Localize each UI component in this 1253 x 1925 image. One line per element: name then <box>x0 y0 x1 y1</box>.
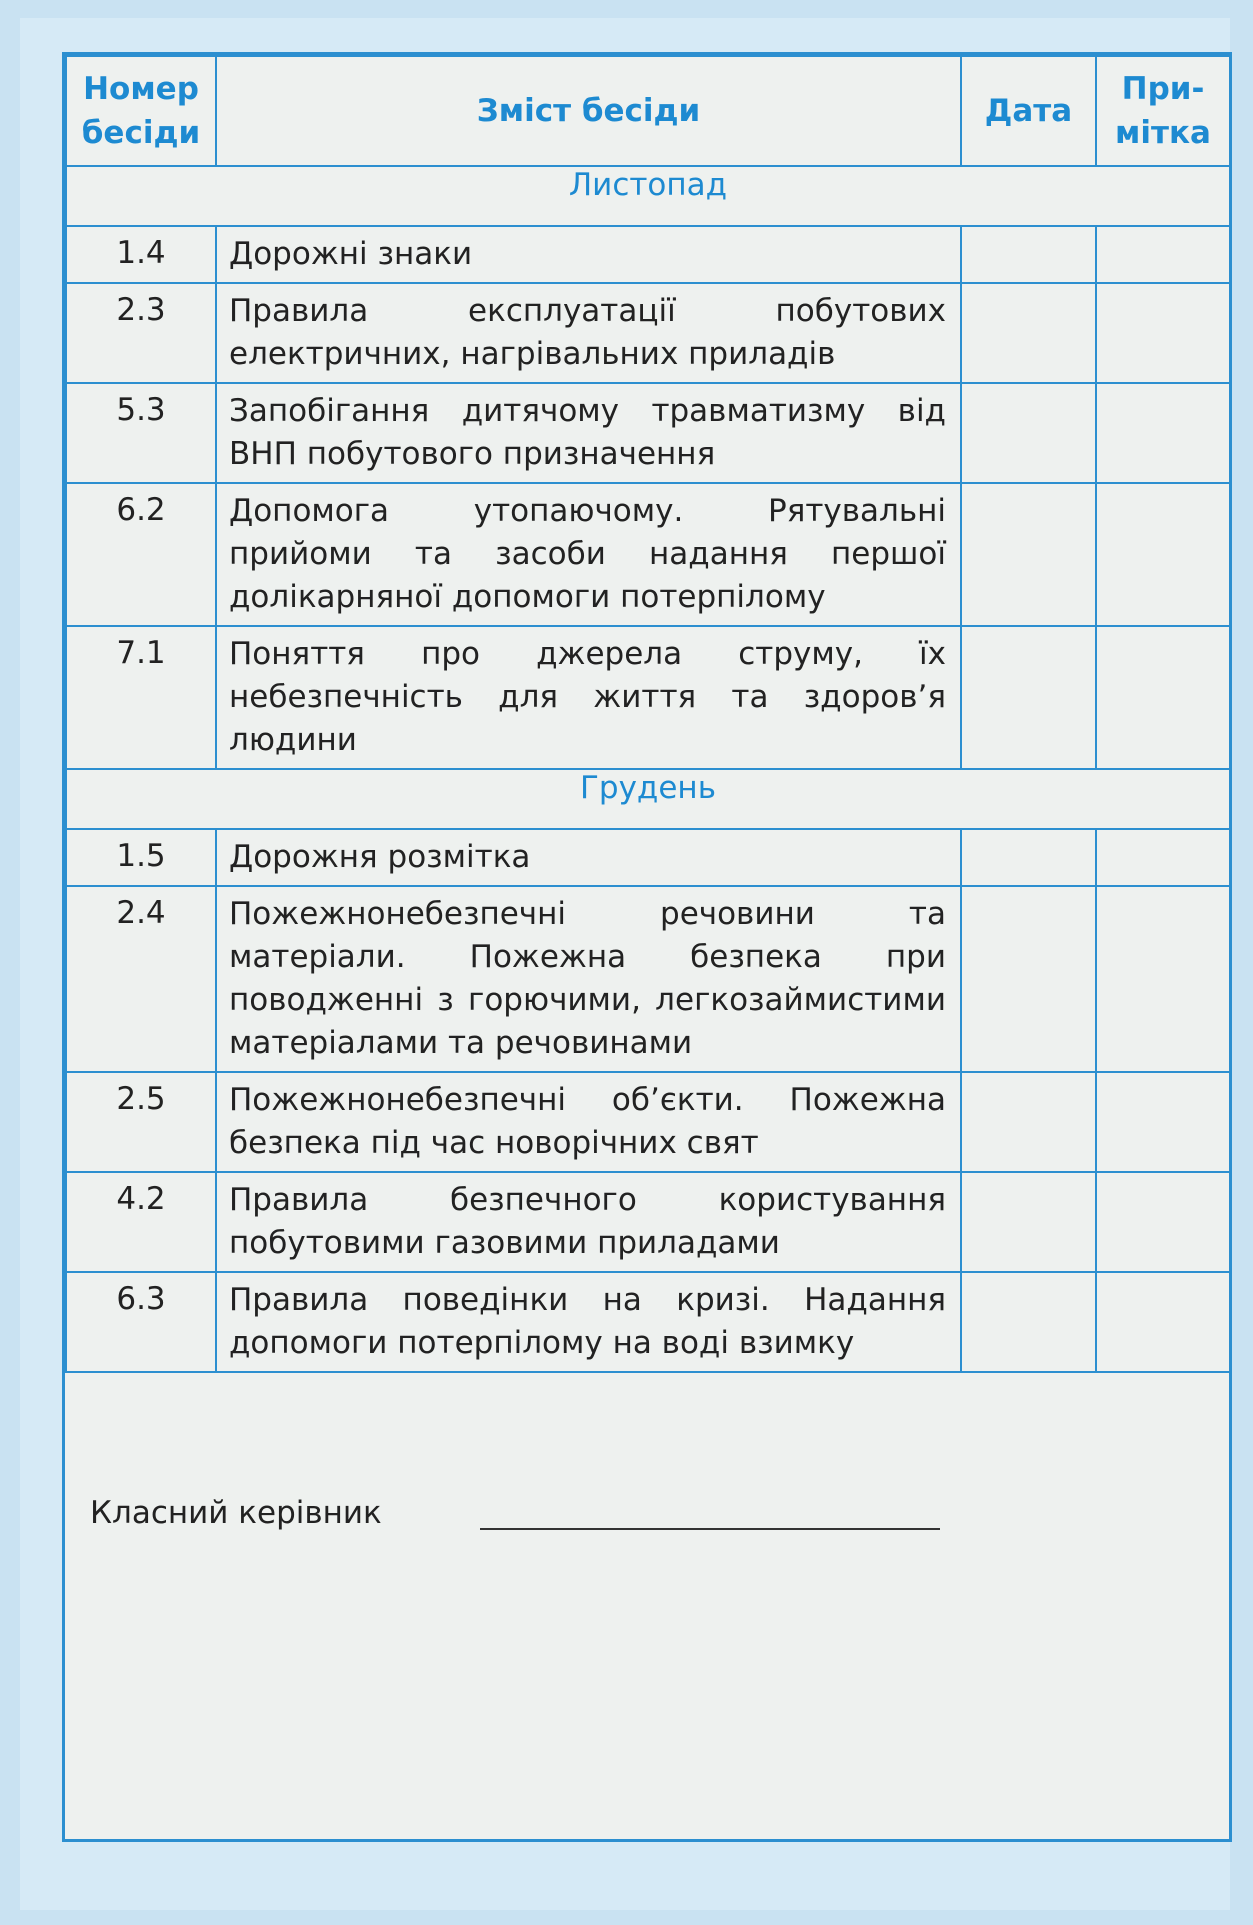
table-row <box>66 1272 1230 1372</box>
note-cell <box>1096 226 1230 283</box>
table-row <box>66 626 1230 769</box>
note-cell <box>1096 283 1230 383</box>
row-topic: Пожежнонебезпечні об’єкти. Пожежна безпека під час новорічних свят <box>216 1072 961 1172</box>
note-cell <box>1096 483 1230 626</box>
row-topic: Дорожні знаки <box>216 226 961 283</box>
date-cell <box>961 283 1096 383</box>
date-cell <box>961 1072 1096 1172</box>
note-cell <box>1096 626 1230 769</box>
row-topic: Дорожня розмітка <box>216 829 961 886</box>
row-number: 6.3 <box>66 1272 216 1372</box>
date-cell <box>961 626 1096 769</box>
row-number: 2.4 <box>66 886 216 1072</box>
date-cell <box>961 1172 1096 1272</box>
table-row <box>66 886 1230 1072</box>
month-label: Листопад <box>66 166 1230 226</box>
row-topic: Правила безпечного користування побутовими газовими приладами <box>216 1172 961 1272</box>
month-row-december <box>66 769 1230 829</box>
date-cell <box>961 226 1096 283</box>
header-number: Номер бесіди <box>66 56 216 166</box>
row-number: 1.4 <box>66 226 216 283</box>
row-number: 5.3 <box>66 383 216 483</box>
row-topic: Поняття про джерела струму, їх небезпечність для життя та здоров’я людини <box>216 626 961 769</box>
table-row <box>66 383 1230 483</box>
note-cell <box>1096 1072 1230 1172</box>
note-cell <box>1096 1272 1230 1372</box>
table-row <box>66 1172 1230 1272</box>
note-cell <box>1096 829 1230 886</box>
table-row <box>66 1072 1230 1172</box>
date-cell <box>961 1272 1096 1372</box>
month-label: Грудень <box>66 769 1230 829</box>
conversation-log-table <box>65 55 1231 1373</box>
row-topic: Допомога утопаючому. Рятувальні прийоми та засоби надання першої долікарняної допомоги потерпілому <box>216 483 961 626</box>
month-row-november <box>66 166 1230 226</box>
table-header-row <box>66 56 1230 166</box>
header-date: Дата <box>961 56 1096 166</box>
header-note: При-мітка <box>1096 56 1230 166</box>
row-number: 1.5 <box>66 829 216 886</box>
table-row <box>66 829 1230 886</box>
row-topic: Пожежнонебезпечні речовини та матеріали. Пожежна безпека при поводженні з горючими, легкозаймистими матеріалами та речовинами <box>216 886 961 1072</box>
row-topic: Правила експлуатації побутових електричних, нагрівальних приладів <box>216 283 961 383</box>
note-cell <box>1096 383 1230 483</box>
table-row <box>66 283 1230 383</box>
row-number: 2.5 <box>66 1072 216 1172</box>
signature-line <box>480 1528 940 1530</box>
conversation-log-frame <box>62 52 1232 1842</box>
row-topic: Правила поведінки на кризі. Надання допомоги потерпілому на воді взимку <box>216 1272 961 1372</box>
class-teacher-signature-label: Класний керівник <box>90 1495 382 1531</box>
date-cell <box>961 383 1096 483</box>
date-cell <box>961 886 1096 1072</box>
table-row <box>66 226 1230 283</box>
row-number: 6.2 <box>66 483 216 626</box>
date-cell <box>961 829 1096 886</box>
row-number: 2.3 <box>66 283 216 383</box>
row-number: 7.1 <box>66 626 216 769</box>
row-topic: Запобігання дитячому травматизму від ВНП побутового призначення <box>216 383 961 483</box>
date-cell <box>961 483 1096 626</box>
table-row <box>66 483 1230 626</box>
note-cell <box>1096 886 1230 1072</box>
note-cell <box>1096 1172 1230 1272</box>
header-content: Зміст бесіди <box>216 56 961 166</box>
row-number: 4.2 <box>66 1172 216 1272</box>
